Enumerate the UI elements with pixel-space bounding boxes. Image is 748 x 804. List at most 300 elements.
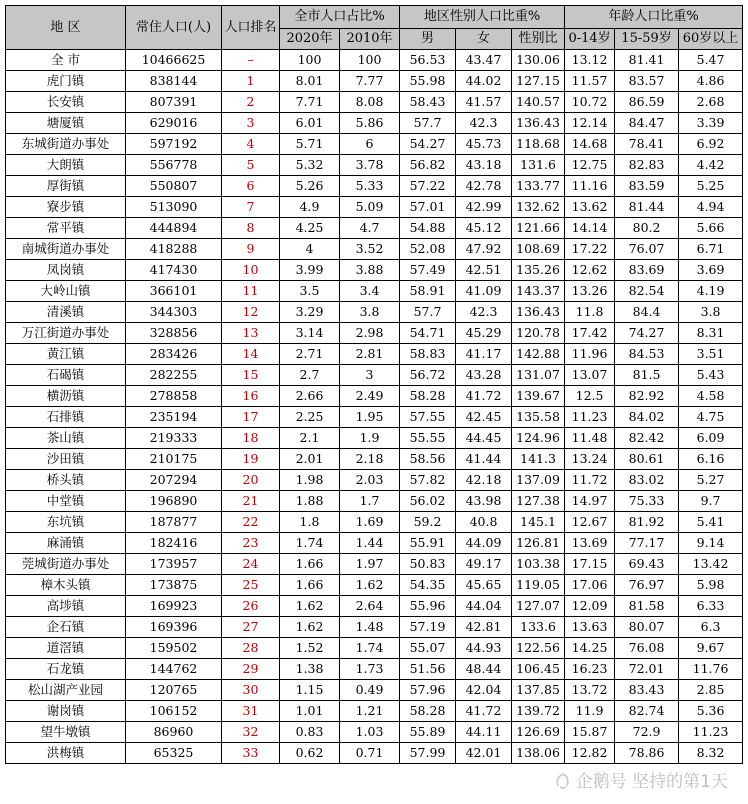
- population-cell: 513090: [126, 197, 222, 218]
- share-2010-cell: 1.48: [340, 617, 400, 638]
- age-0-14-cell: 17.22: [565, 239, 615, 260]
- share-2010-cell: 6: [340, 134, 400, 155]
- table-row: [6, 596, 743, 617]
- population-cell: 838144: [126, 71, 222, 92]
- rank-cell: 30: [222, 680, 280, 701]
- age-0-14-cell: 14.14: [565, 218, 615, 239]
- population-cell: 328856: [126, 323, 222, 344]
- female-cell: 42.3: [456, 302, 512, 323]
- table-row: [6, 50, 743, 71]
- region-cell: 莞城街道办事处: [6, 554, 126, 575]
- region-cell: 常平镇: [6, 218, 126, 239]
- table-row: [6, 155, 743, 176]
- female-cell: 42.01: [456, 743, 512, 764]
- share-2020-cell: 1.98: [280, 470, 340, 491]
- female-cell: 44.09: [456, 533, 512, 554]
- sex-ratio-cell: 120.78: [512, 323, 565, 344]
- age-60-cell: 3.39: [679, 113, 743, 134]
- female-cell: 42.04: [456, 680, 512, 701]
- share-2010-cell: 1.9: [340, 428, 400, 449]
- share-2010-cell: 2.81: [340, 344, 400, 365]
- age-60-cell: 8.31: [679, 323, 743, 344]
- age-60-cell: 4.42: [679, 155, 743, 176]
- female-cell: 48.44: [456, 659, 512, 680]
- share-2010-cell: 7.77: [340, 71, 400, 92]
- age-60-cell: 2.68: [679, 92, 743, 113]
- share-2020-cell: 1.8: [280, 512, 340, 533]
- age-0-14-cell: 13.62: [565, 197, 615, 218]
- share-2020-cell: 1.15: [280, 680, 340, 701]
- male-cell: 57.22: [400, 176, 456, 197]
- female-cell: 44.04: [456, 596, 512, 617]
- age-0-14-cell: 11.9: [565, 701, 615, 722]
- age-60-cell: 11.76: [679, 659, 743, 680]
- share-2020-cell: 1.01: [280, 701, 340, 722]
- population-cell: 629016: [126, 113, 222, 134]
- share-2020-cell: 3.99: [280, 260, 340, 281]
- header-sex-ratio: 性别比: [512, 29, 565, 50]
- population-cell: 65325: [126, 743, 222, 764]
- table-row: [6, 281, 743, 302]
- male-cell: 55.07: [400, 638, 456, 659]
- region-cell: 高埗镇: [6, 596, 126, 617]
- sex-ratio-cell: 131.07: [512, 365, 565, 386]
- age-60-cell: 5.98: [679, 575, 743, 596]
- sex-ratio-cell: 118.68: [512, 134, 565, 155]
- table-row: [6, 491, 743, 512]
- header-age-15-59: 15-59岁: [615, 29, 679, 50]
- table-row: [6, 365, 743, 386]
- age-0-14-cell: 12.67: [565, 512, 615, 533]
- male-cell: 50.83: [400, 554, 456, 575]
- sex-ratio-cell: 127.07: [512, 596, 565, 617]
- age-0-14-cell: 10.72: [565, 92, 615, 113]
- age-0-14-cell: 16.23: [565, 659, 615, 680]
- population-cell: 120765: [126, 680, 222, 701]
- share-2010-cell: 8.08: [340, 92, 400, 113]
- age-60-cell: 9.7: [679, 491, 743, 512]
- region-cell: 桥头镇: [6, 470, 126, 491]
- age-15-59-cell: 76.97: [615, 575, 679, 596]
- header-region: 地 区: [6, 6, 126, 50]
- age-0-14-cell: 12.14: [565, 113, 615, 134]
- age-60-cell: 9.14: [679, 533, 743, 554]
- age-0-14-cell: 11.16: [565, 176, 615, 197]
- population-cell: 417430: [126, 260, 222, 281]
- male-cell: 58.28: [400, 386, 456, 407]
- age-0-14-cell: 13.26: [565, 281, 615, 302]
- rank-cell: 32: [222, 722, 280, 743]
- region-cell: 石排镇: [6, 407, 126, 428]
- age-0-14-cell: 12.75: [565, 155, 615, 176]
- female-cell: 42.81: [456, 617, 512, 638]
- male-cell: 57.19: [400, 617, 456, 638]
- table-row: [6, 470, 743, 491]
- region-cell: 大岭山镇: [6, 281, 126, 302]
- rank-cell: 22: [222, 512, 280, 533]
- table-row: [6, 617, 743, 638]
- population-cell: 550807: [126, 176, 222, 197]
- male-cell: 57.55: [400, 407, 456, 428]
- population-cell: 86960: [126, 722, 222, 743]
- share-2020-cell: 100: [280, 50, 340, 71]
- table-row: [6, 575, 743, 596]
- age-60-cell: 9.67: [679, 638, 743, 659]
- region-cell: 厚街镇: [6, 176, 126, 197]
- age-60-cell: 3.8: [679, 302, 743, 323]
- population-cell: 173875: [126, 575, 222, 596]
- table-row: [6, 659, 743, 680]
- share-2010-cell: 0.49: [340, 680, 400, 701]
- rank-cell: 3: [222, 113, 280, 134]
- share-2020-cell: 1.52: [280, 638, 340, 659]
- sex-ratio-cell: 124.96: [512, 428, 565, 449]
- share-2010-cell: 2.98: [340, 323, 400, 344]
- sex-ratio-cell: 106.45: [512, 659, 565, 680]
- table-row: [6, 743, 743, 764]
- male-cell: 58.56: [400, 449, 456, 470]
- share-2020-cell: 6.01: [280, 113, 340, 134]
- age-60-cell: 4.94: [679, 197, 743, 218]
- table-row: [6, 638, 743, 659]
- rank-cell: 31: [222, 701, 280, 722]
- age-60-cell: 6.09: [679, 428, 743, 449]
- share-2010-cell: 1.74: [340, 638, 400, 659]
- sex-ratio-cell: 136.43: [512, 113, 565, 134]
- age-60-cell: 5.66: [679, 218, 743, 239]
- table-row: [6, 323, 743, 344]
- age-0-14-cell: 13.24: [565, 449, 615, 470]
- female-cell: 45.73: [456, 134, 512, 155]
- male-cell: 54.35: [400, 575, 456, 596]
- table-row: [6, 239, 743, 260]
- population-cell: 235194: [126, 407, 222, 428]
- female-cell: 41.57: [456, 92, 512, 113]
- rank-cell: 14: [222, 344, 280, 365]
- share-2020-cell: 2.1: [280, 428, 340, 449]
- age-15-59-cell: 82.92: [615, 386, 679, 407]
- female-cell: 49.17: [456, 554, 512, 575]
- age-0-14-cell: 15.87: [565, 722, 615, 743]
- rank-cell: 13: [222, 323, 280, 344]
- age-60-cell: 6.16: [679, 449, 743, 470]
- share-2020-cell: 1.66: [280, 575, 340, 596]
- female-cell: 44.93: [456, 638, 512, 659]
- age-60-cell: 4.58: [679, 386, 743, 407]
- male-cell: 56.53: [400, 50, 456, 71]
- share-2010-cell: 3.88: [340, 260, 400, 281]
- share-2020-cell: 4.25: [280, 218, 340, 239]
- sex-ratio-cell: 143.37: [512, 281, 565, 302]
- age-0-14-cell: 11.96: [565, 344, 615, 365]
- population-cell: 278858: [126, 386, 222, 407]
- age-15-59-cell: 78.86: [615, 743, 679, 764]
- age-15-59-cell: 80.61: [615, 449, 679, 470]
- male-cell: 57.01: [400, 197, 456, 218]
- population-cell: 173957: [126, 554, 222, 575]
- rank-cell: 9: [222, 239, 280, 260]
- share-2020-cell: 0.62: [280, 743, 340, 764]
- rank-cell: 19: [222, 449, 280, 470]
- rank-cell: 26: [222, 596, 280, 617]
- sex-ratio-cell: 139.67: [512, 386, 565, 407]
- share-2020-cell: 3.5: [280, 281, 340, 302]
- age-15-59-cell: 81.5: [615, 365, 679, 386]
- sex-ratio-cell: 127.15: [512, 71, 565, 92]
- watermark-text: 企鹅号 坚持的第1天: [575, 772, 728, 792]
- age-15-59-cell: 82.54: [615, 281, 679, 302]
- age-15-59-cell: 81.44: [615, 197, 679, 218]
- age-15-59-cell: 76.08: [615, 638, 679, 659]
- population-cell: 182416: [126, 533, 222, 554]
- female-cell: 43.98: [456, 491, 512, 512]
- share-2020-cell: 5.71: [280, 134, 340, 155]
- sex-ratio-cell: 145.1: [512, 512, 565, 533]
- table-header: [6, 6, 743, 50]
- age-60-cell: 3.69: [679, 260, 743, 281]
- header-age-60: 60岁以上: [679, 29, 743, 50]
- rank-cell: 1: [222, 71, 280, 92]
- share-2010-cell: 1.21: [340, 701, 400, 722]
- age-15-59-cell: 83.59: [615, 176, 679, 197]
- age-15-59-cell: 84.4: [615, 302, 679, 323]
- share-2010-cell: 3.8: [340, 302, 400, 323]
- region-cell: 全 市: [6, 50, 126, 71]
- sex-ratio-cell: 135.58: [512, 407, 565, 428]
- age-15-59-cell: 78.41: [615, 134, 679, 155]
- header-sex-group: 地区性别人口比重%: [400, 6, 565, 29]
- population-cell: 10466625: [126, 50, 222, 71]
- share-2020-cell: 5.26: [280, 176, 340, 197]
- male-cell: 58.83: [400, 344, 456, 365]
- male-cell: 59.2: [400, 512, 456, 533]
- population-cell: 444894: [126, 218, 222, 239]
- table-row: [6, 197, 743, 218]
- population-cell: 418288: [126, 239, 222, 260]
- age-15-59-cell: 81.92: [615, 512, 679, 533]
- region-cell: 石碣镇: [6, 365, 126, 386]
- share-2020-cell: 5.32: [280, 155, 340, 176]
- region-cell: 凤岗镇: [6, 260, 126, 281]
- share-2020-cell: 0.83: [280, 722, 340, 743]
- rank-cell: 10: [222, 260, 280, 281]
- share-2020-cell: 1.66: [280, 554, 340, 575]
- age-15-59-cell: 81.58: [615, 596, 679, 617]
- age-15-59-cell: 84.02: [615, 407, 679, 428]
- region-cell: 塘厦镇: [6, 113, 126, 134]
- rank-cell: 4: [222, 134, 280, 155]
- female-cell: 40.8: [456, 512, 512, 533]
- male-cell: 55.91: [400, 533, 456, 554]
- age-0-14-cell: 11.8: [565, 302, 615, 323]
- population-cell: 106152: [126, 701, 222, 722]
- rank-cell: 16: [222, 386, 280, 407]
- population-cell: 366101: [126, 281, 222, 302]
- age-60-cell: 6.71: [679, 239, 743, 260]
- header-share-group: 全市人口占比%: [280, 6, 400, 29]
- table-row: [6, 533, 743, 554]
- table-row: [6, 92, 743, 113]
- age-60-cell: 5.41: [679, 512, 743, 533]
- rank-cell: 15: [222, 365, 280, 386]
- male-cell: 56.72: [400, 365, 456, 386]
- share-2010-cell: 4.7: [340, 218, 400, 239]
- table-row: [6, 71, 743, 92]
- age-15-59-cell: 77.17: [615, 533, 679, 554]
- age-0-14-cell: 12.82: [565, 743, 615, 764]
- rank-cell: 21: [222, 491, 280, 512]
- female-cell: 44.02: [456, 71, 512, 92]
- rank-cell: 33: [222, 743, 280, 764]
- age-60-cell: 5.27: [679, 470, 743, 491]
- table-body: [6, 50, 743, 764]
- share-2010-cell: 1.97: [340, 554, 400, 575]
- share-2020-cell: 3.29: [280, 302, 340, 323]
- male-cell: 54.71: [400, 323, 456, 344]
- region-cell: 谢岗镇: [6, 701, 126, 722]
- population-cell: 597192: [126, 134, 222, 155]
- age-0-14-cell: 17.42: [565, 323, 615, 344]
- male-cell: 58.91: [400, 281, 456, 302]
- age-15-59-cell: 83.43: [615, 680, 679, 701]
- age-0-14-cell: 13.07: [565, 365, 615, 386]
- age-0-14-cell: 13.72: [565, 680, 615, 701]
- region-cell: 望牛墩镇: [6, 722, 126, 743]
- female-cell: 42.3: [456, 113, 512, 134]
- table-row: [6, 113, 743, 134]
- age-0-14-cell: 11.57: [565, 71, 615, 92]
- table-row: [6, 344, 743, 365]
- age-60-cell: 5.36: [679, 701, 743, 722]
- rank-cell: 8: [222, 218, 280, 239]
- female-cell: 41.09: [456, 281, 512, 302]
- male-cell: 58.43: [400, 92, 456, 113]
- region-cell: 麻涌镇: [6, 533, 126, 554]
- header-population: 常住人口(人): [126, 6, 222, 50]
- region-cell: 万江街道办事处: [6, 323, 126, 344]
- population-cell: 556778: [126, 155, 222, 176]
- female-cell: 45.29: [456, 323, 512, 344]
- table-row: [6, 554, 743, 575]
- age-15-59-cell: 82.42: [615, 428, 679, 449]
- age-60-cell: 8.32: [679, 743, 743, 764]
- age-15-59-cell: 82.74: [615, 701, 679, 722]
- age-60-cell: 3.51: [679, 344, 743, 365]
- female-cell: 42.99: [456, 197, 512, 218]
- female-cell: 41.44: [456, 449, 512, 470]
- table-row: [6, 302, 743, 323]
- male-cell: 55.89: [400, 722, 456, 743]
- age-0-14-cell: 17.15: [565, 554, 615, 575]
- sex-ratio-cell: 119.05: [512, 575, 565, 596]
- share-2020-cell: 7.71: [280, 92, 340, 113]
- share-2010-cell: 5.09: [340, 197, 400, 218]
- sex-ratio-cell: 137.85: [512, 680, 565, 701]
- rank-cell: 7: [222, 197, 280, 218]
- age-15-59-cell: 86.59: [615, 92, 679, 113]
- region-cell: 东坑镇: [6, 512, 126, 533]
- region-cell: 横沥镇: [6, 386, 126, 407]
- age-60-cell: 5.43: [679, 365, 743, 386]
- header-male: 男: [400, 29, 456, 50]
- share-2020-cell: 2.01: [280, 449, 340, 470]
- population-cell: 344303: [126, 302, 222, 323]
- share-2020-cell: 1.62: [280, 596, 340, 617]
- table-row: [6, 218, 743, 239]
- population-cell: 187877: [126, 512, 222, 533]
- share-2020-cell: 4.9: [280, 197, 340, 218]
- penguin-icon: [554, 772, 572, 790]
- sex-ratio-cell: 121.66: [512, 218, 565, 239]
- header-rank: 人口排名: [222, 6, 280, 50]
- sex-ratio-cell: 137.09: [512, 470, 565, 491]
- region-cell: 茶山镇: [6, 428, 126, 449]
- share-2010-cell: 3.78: [340, 155, 400, 176]
- table-row: [6, 386, 743, 407]
- male-cell: 57.82: [400, 470, 456, 491]
- age-15-59-cell: 72.9: [615, 722, 679, 743]
- age-60-cell: 4.19: [679, 281, 743, 302]
- age-60-cell: 2.85: [679, 680, 743, 701]
- table-row: [6, 407, 743, 428]
- age-60-cell: 4.86: [679, 71, 743, 92]
- age-15-59-cell: 75.33: [615, 491, 679, 512]
- sex-ratio-cell: 108.69: [512, 239, 565, 260]
- table-row: [6, 449, 743, 470]
- watermark: [554, 767, 728, 792]
- sex-ratio-cell: 132.62: [512, 197, 565, 218]
- share-2020-cell: 2.66: [280, 386, 340, 407]
- rank-cell: 25: [222, 575, 280, 596]
- age-15-59-cell: 80.07: [615, 617, 679, 638]
- male-cell: 51.56: [400, 659, 456, 680]
- header-age-group: 年龄人口比重%: [565, 6, 743, 29]
- age-0-14-cell: 13.12: [565, 50, 615, 71]
- share-2010-cell: 1.7: [340, 491, 400, 512]
- region-cell: 企石镇: [6, 617, 126, 638]
- age-0-14-cell: 11.72: [565, 470, 615, 491]
- region-cell: 虎门镇: [6, 71, 126, 92]
- share-2020-cell: 2.71: [280, 344, 340, 365]
- table-row: [6, 722, 743, 743]
- sex-ratio-cell: 126.69: [512, 722, 565, 743]
- share-2010-cell: 1.73: [340, 659, 400, 680]
- region-cell: 樟木头镇: [6, 575, 126, 596]
- age-60-cell: 6.92: [679, 134, 743, 155]
- share-2010-cell: 5.86: [340, 113, 400, 134]
- share-2010-cell: 0.71: [340, 743, 400, 764]
- male-cell: 57.7: [400, 302, 456, 323]
- female-cell: 41.72: [456, 701, 512, 722]
- sex-ratio-cell: 138.06: [512, 743, 565, 764]
- population-cell: 169396: [126, 617, 222, 638]
- share-2010-cell: 1.95: [340, 407, 400, 428]
- region-cell: 东城街道办事处: [6, 134, 126, 155]
- age-15-59-cell: 83.57: [615, 71, 679, 92]
- sex-ratio-cell: 142.88: [512, 344, 565, 365]
- male-cell: 57.96: [400, 680, 456, 701]
- population-cell: 282255: [126, 365, 222, 386]
- sex-ratio-cell: 131.6: [512, 155, 565, 176]
- table-row: [6, 701, 743, 722]
- population-cell: 283426: [126, 344, 222, 365]
- sex-ratio-cell: 133.77: [512, 176, 565, 197]
- region-cell: 沙田镇: [6, 449, 126, 470]
- population-cell: 210175: [126, 449, 222, 470]
- age-60-cell: 6.33: [679, 596, 743, 617]
- share-2020-cell: 8.01: [280, 71, 340, 92]
- share-2020-cell: 2.7: [280, 365, 340, 386]
